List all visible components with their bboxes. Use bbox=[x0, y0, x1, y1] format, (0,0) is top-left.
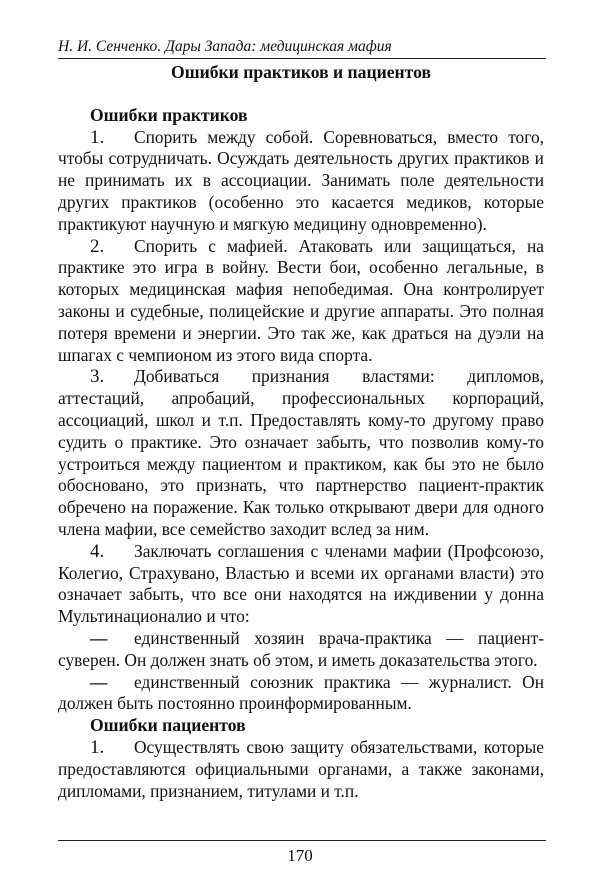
header-rule bbox=[58, 58, 546, 59]
running-head: Н. И. Сенченко. Дары Запада: медицинская мафия bbox=[58, 38, 392, 55]
dash-mark: — bbox=[90, 627, 108, 648]
item-text: Спорить с мафией. Атаковать или защищаться, на практике это игра в войну. Вести бои, особенно легальные, в которых медицинская мафия непобедимая. Она контролирует законы и судебные, полицейские и другие аппараты. Это полная потеря времени и энергии. Это так же, как драться на дуэли на шпагах с чемпионом из этого вида спорта. bbox=[58, 235, 544, 365]
item-number: 3. bbox=[90, 366, 105, 388]
subsection-title-patients: Ошибки пациентов bbox=[90, 715, 246, 736]
list-item bbox=[58, 541, 544, 628]
item-text: Заключать соглашения с членами мафии (Профсоюзо, Колегио, Страхувано, Властью и всеми их органами власти) это означает забыть, что все они находятся на иждивении у донна Мультинационалио и что: bbox=[58, 540, 544, 627]
section-title: Ошибки практиков и пациентов bbox=[171, 62, 431, 82]
item-number: 1. bbox=[90, 126, 105, 148]
item-number: 2. bbox=[90, 235, 105, 257]
item-text: Осуществлять свою защиту обязательствами, которые предоставляются официальными органами, а также законами, дипломами, признанием, титулами и т.п. bbox=[58, 736, 544, 801]
item-text: Добиваться признания властями: дипломов, аттестаций, апробаций, профессиональных корпораций, ассоциаций, школ и т.п. Предоставлять кому-то другому право судить о практике. Это означает забыть, что позволив кому-то устроиться между пациентом и практиком, как бы это не было обосновано, это признать, что партнерство пациент-практик обречено на поражение. Как только открывают двери для одного члена мафии, все семейство заходит вслед за ним. bbox=[58, 366, 544, 539]
dash-item bbox=[58, 628, 544, 672]
item-text: Спорить между собой. Соревноваться, вместо того, чтобы сотрудничать. Осуждать деятельность других практиков и не принимать их в ассоциации. Занимать поле деятельности других практиков (особенно это касается медиков, которые практикуют научную и мягкую медицину одновременно). bbox=[58, 126, 544, 234]
page-number: 170 bbox=[287, 846, 313, 865]
item-number: 1. bbox=[90, 736, 105, 758]
list-item bbox=[58, 236, 544, 367]
footer-rule bbox=[58, 840, 546, 841]
dash-mark: — bbox=[90, 671, 108, 692]
subsection-title-practitioners: Ошибки практиков bbox=[90, 104, 248, 125]
list-item bbox=[58, 366, 544, 540]
item-number: 4. bbox=[90, 540, 105, 562]
page-content bbox=[58, 62, 544, 802]
dash-text: единственный хозяин врача-практика — пациент-суверен. Он должен знать об этом, и иметь доказательства этого. bbox=[58, 627, 544, 670]
list-item bbox=[58, 127, 544, 236]
list-item bbox=[58, 737, 544, 802]
dash-text: единственный союзник практика — журналист. Он должен быть постоянно проинформированным. bbox=[58, 671, 544, 714]
dash-item bbox=[58, 672, 544, 716]
